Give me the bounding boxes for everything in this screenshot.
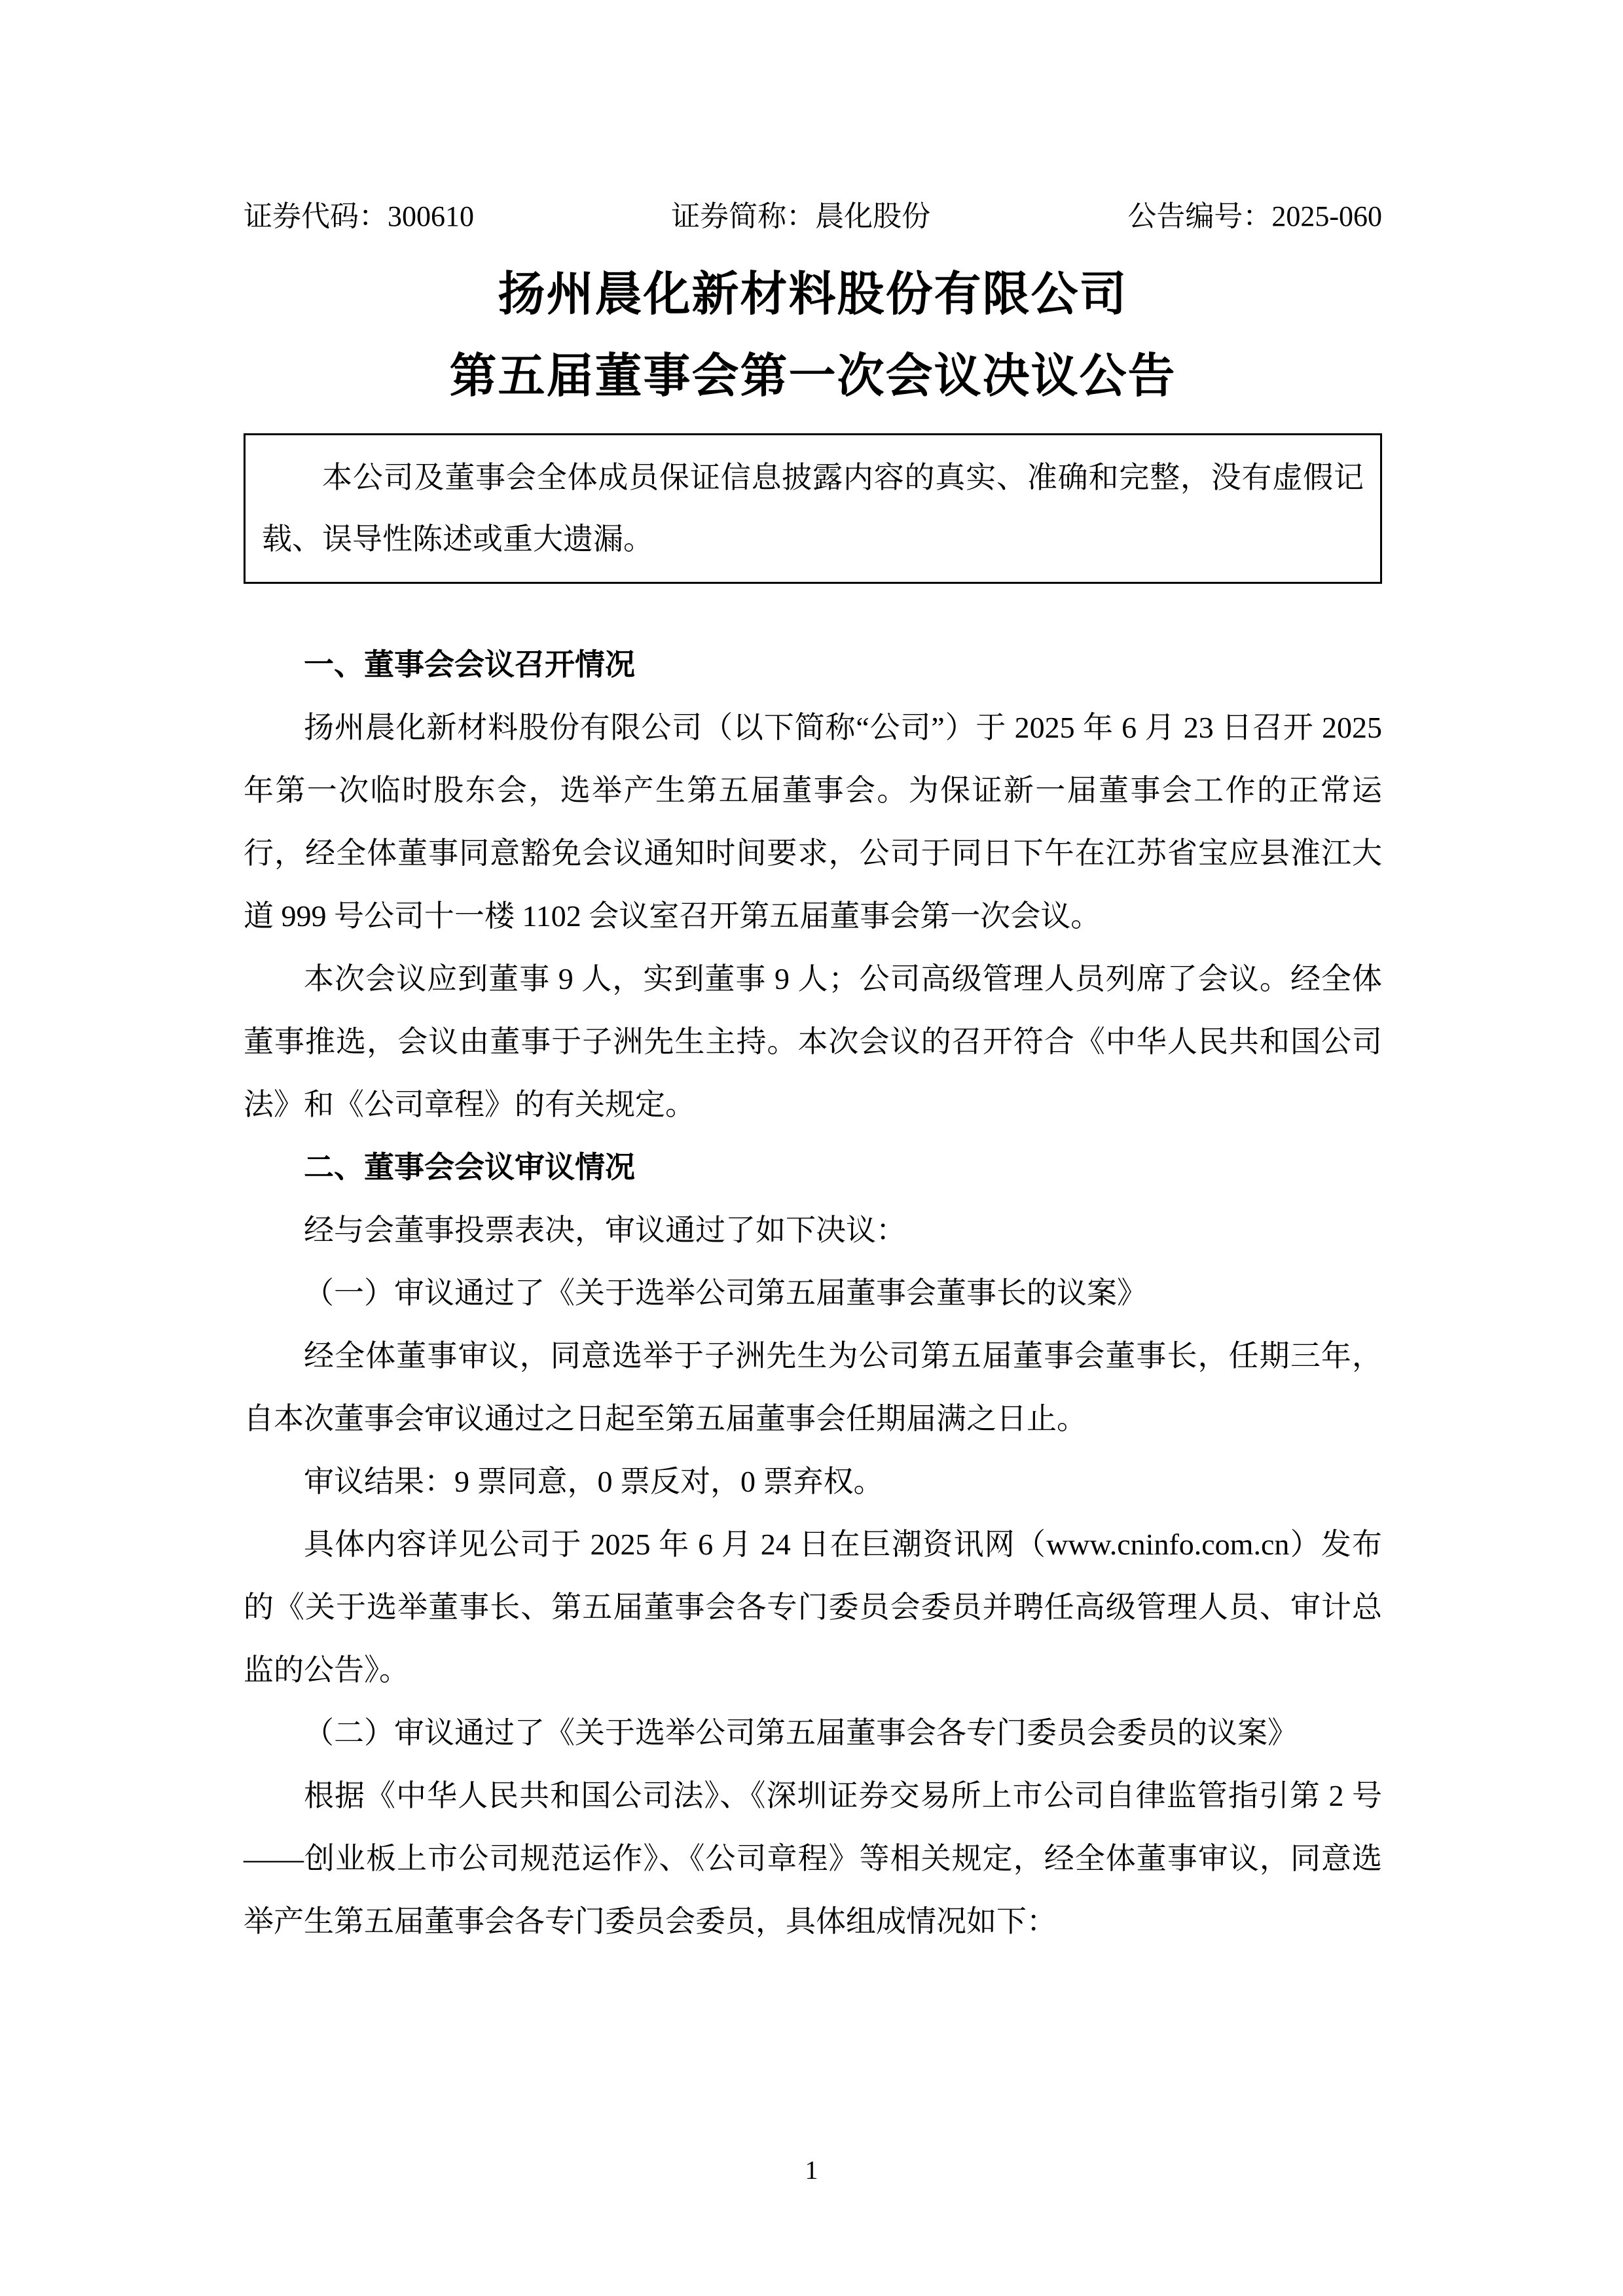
paragraph: 根据《中华人民共和国公司法》、《深圳证券交易所上市公司自律监管指引第 2 号——创业板上市公司规范运作》、《公司章程》等相关规定，经全体董事审议，同意选举产生第五届董事会各专门委员会委员，具体组成情况如下： xyxy=(244,1779,1382,1938)
securities-header xyxy=(244,200,1382,234)
paragraph: （一）审议通过了《关于选举公司第五届董事会董事长的议案》 xyxy=(304,1276,1147,1310)
stock-short-name: 证券简称：晨化股份 xyxy=(671,200,931,232)
paragraph: 经全体董事审议，同意选举于子洲先生为公司第五届董事会董事长，任期三年，自本次董事会审议通过之日起至第五届董事会任期届满之日止。 xyxy=(244,1339,1382,1435)
paragraph: 本次会议应到董事 9 人，实到董事 9 人；公司高级管理人员列席了会议。经全体董事推选，会议由董事于子洲先生主持。本次会议的召开符合《中华人民共和国公司法》和《公司章程》的有关规定。 xyxy=(244,962,1382,1121)
stock-code: 证券代码：300610 xyxy=(244,200,474,232)
paragraph: （二）审议通过了《关于选举公司第五届董事会各专门委员会委员的议案》 xyxy=(304,1716,1298,1749)
company-name-title: 扬州晨化新材料股份有限公司 xyxy=(498,268,1128,321)
announcement-title: 第五届董事会第一次会议决议公告 xyxy=(449,350,1176,403)
page-number: 1 xyxy=(805,2155,818,2185)
disclaimer-text: 本公司及董事会全体成员保证信息披露内容的真实、准确和完整，没有虚假记载、误导性陈述或重大遗漏。 xyxy=(262,461,1364,556)
document-body xyxy=(244,634,1382,1953)
disclaimer-box xyxy=(244,433,1382,584)
paragraph: 审议结果：9 票同意，0 票反对，0 票弃权。 xyxy=(304,1465,884,1498)
paragraph: 具体内容详见公司于 2025 年 6 月 24 日在巨潮资讯网（www.cninfo.com.cn）发布的《关于选举董事长、第五届董事会各专门委员会委员并聘任高级管理人员、审计总监的公告》。 xyxy=(244,1528,1382,1687)
announcement-number: 公告编号：2025-060 xyxy=(1127,200,1382,232)
paragraph: 扬州晨化新材料股份有限公司（以下简称“公司”）于 2025 年 6 月 23 日召开 2025 年第一次临时股东会，选举产生第五届董事会。为保证新一届董事会工作的正常运行，经全体董事同意豁免会议通知时间要求，公司于同日下午在江苏省宝应县淮江大道 999 号公司十一楼 1102 会议室召开第五届董事会第一次会议。 xyxy=(244,711,1382,933)
paragraph: 经与会董事投票表决，审议通过了如下决议： xyxy=(304,1213,906,1247)
section-1-heading: 一、董事会会议召开情况 xyxy=(304,648,635,681)
section-2-heading: 二、董事会会议审议情况 xyxy=(304,1151,635,1184)
